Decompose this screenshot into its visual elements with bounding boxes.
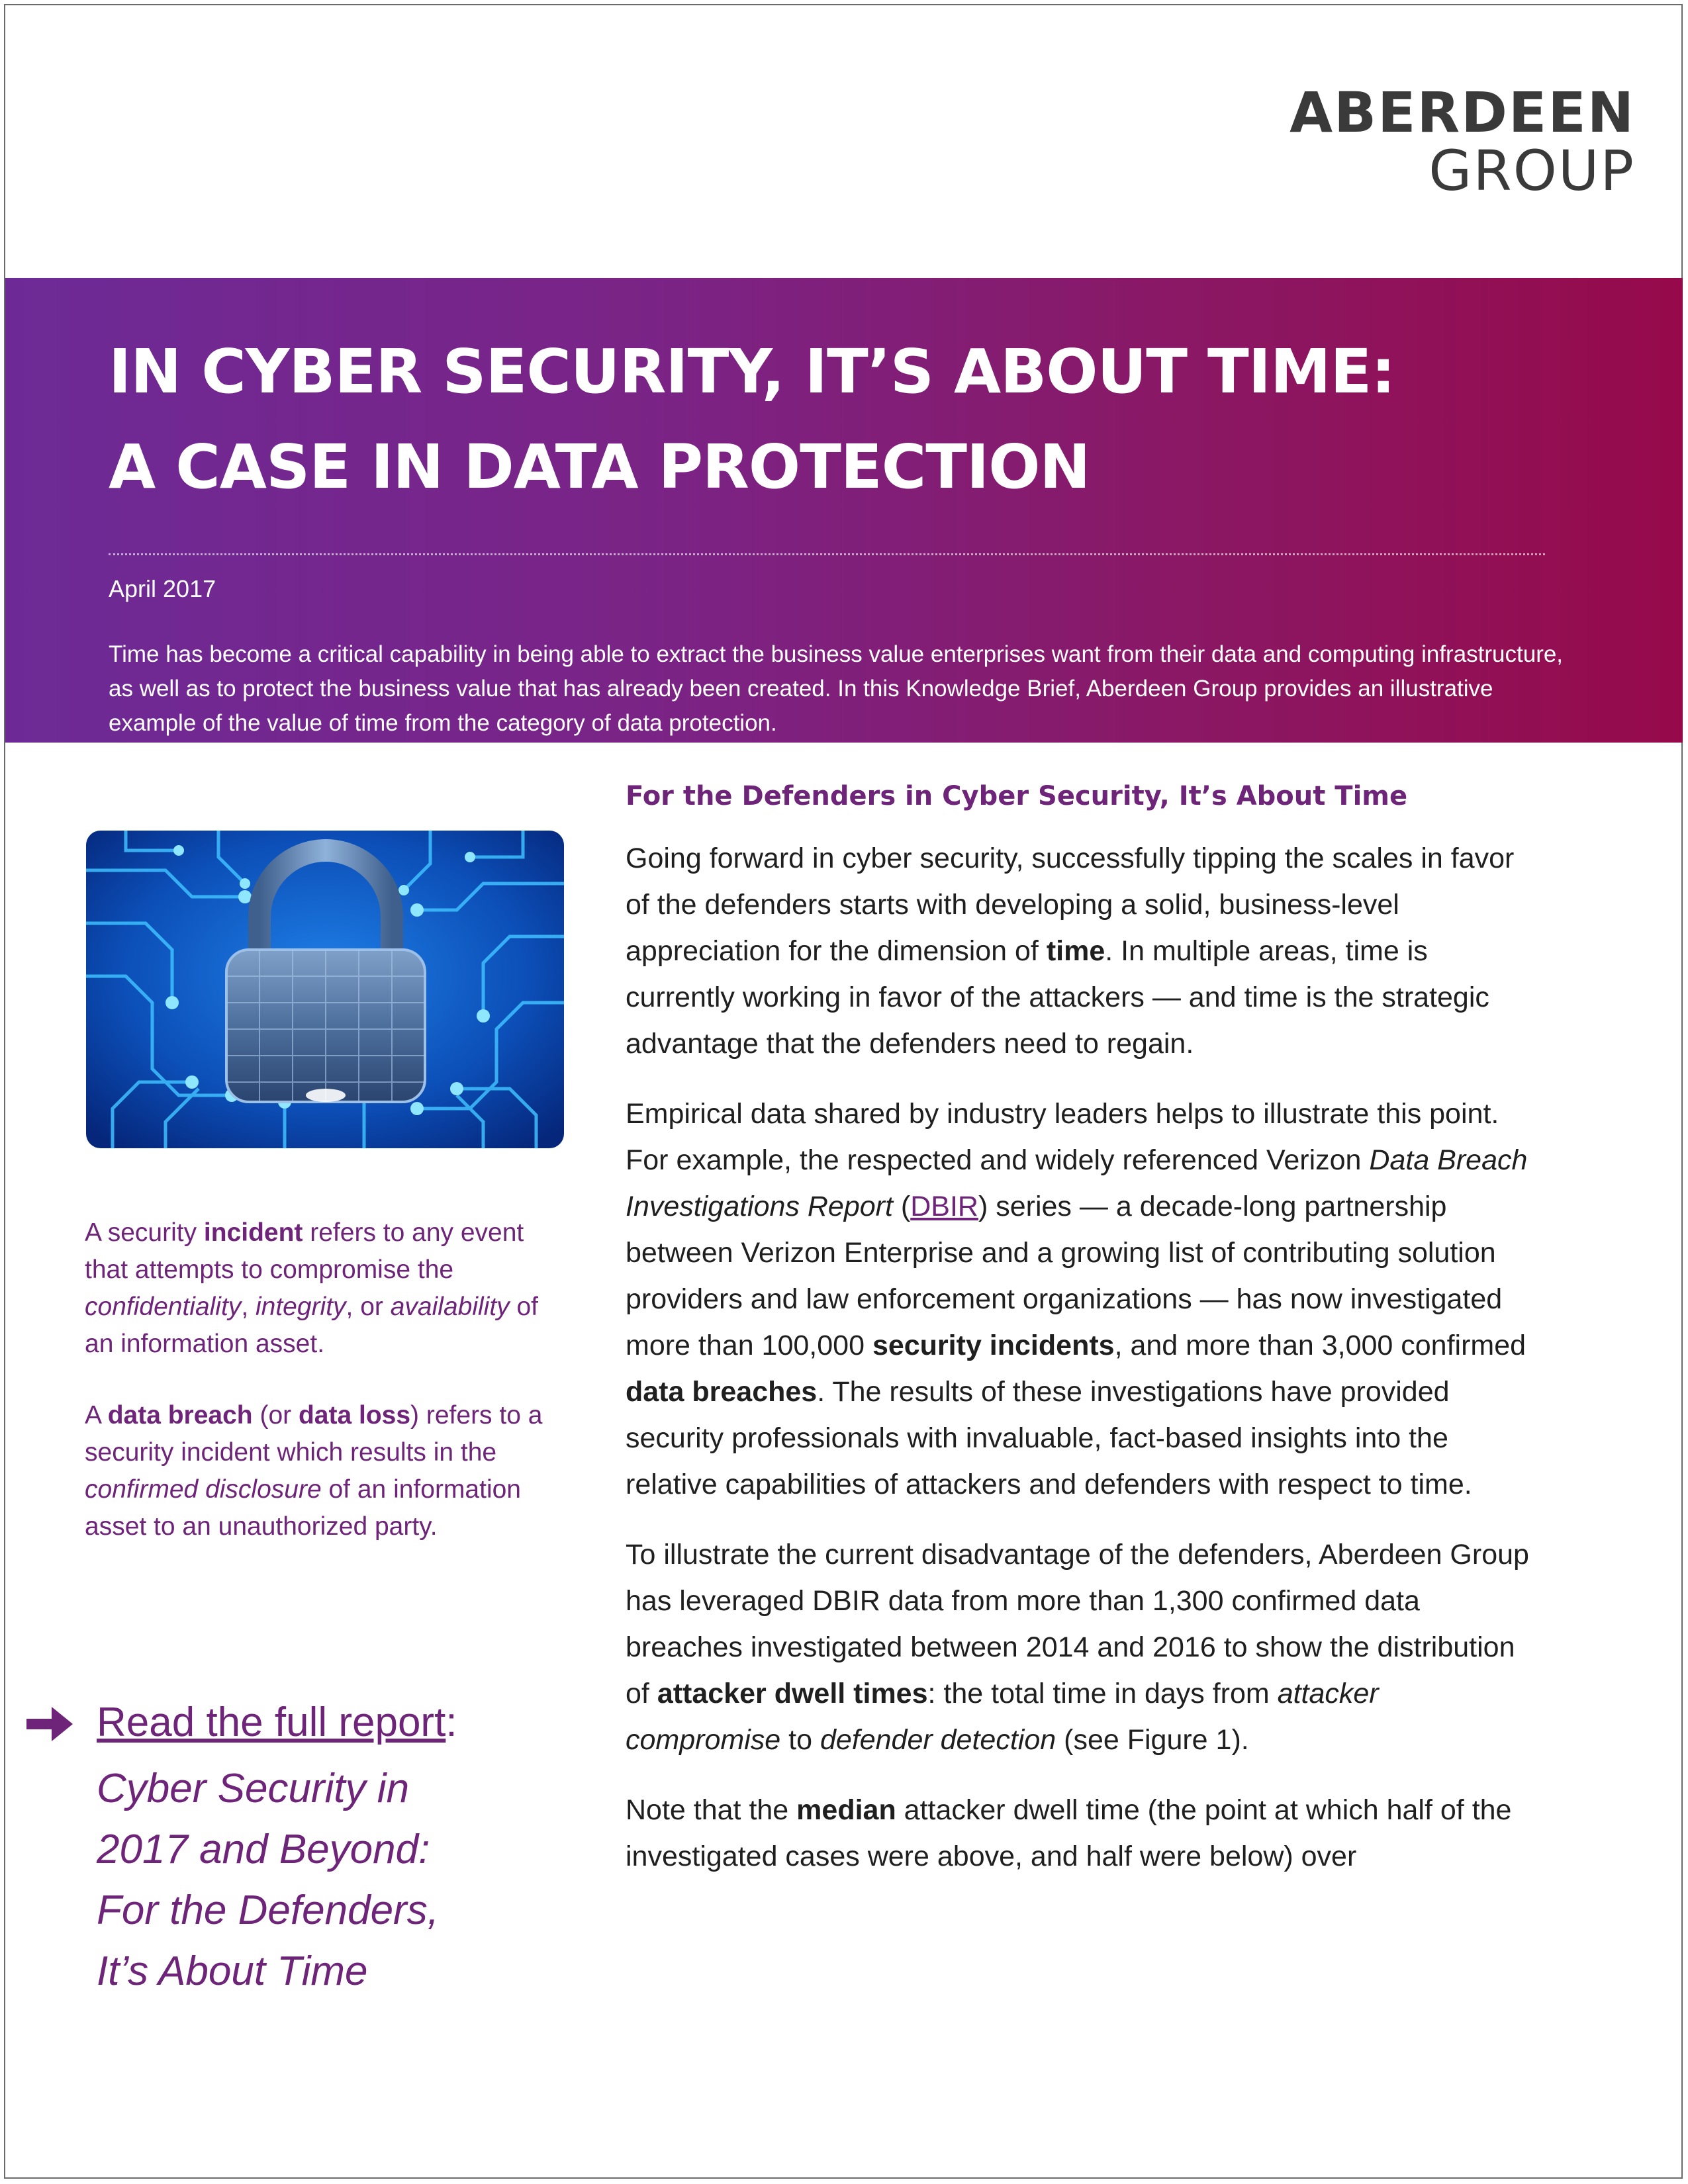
- report-title: [97, 1758, 613, 2002]
- def1-text-g: , or: [346, 1293, 391, 1321]
- p3-text-e: to: [780, 1724, 820, 1756]
- circuit-padlock-image: [86, 831, 564, 1148]
- report-title-line-3: For the Defenders,: [97, 1888, 439, 1933]
- publication-date: April 2017: [109, 575, 216, 602]
- arrow-right-icon: [25, 1704, 74, 1744]
- p2-text-c: (: [892, 1191, 911, 1222]
- def2-term-data-loss: data loss: [298, 1401, 411, 1430]
- report-title-line-1: Cyber Security in: [97, 1766, 410, 1811]
- logo-line-2: GROUP: [1429, 138, 1635, 203]
- p1-bold-time: time: [1046, 935, 1105, 967]
- main-column: [626, 781, 1529, 1903]
- p3-italic-detection: defender detection: [820, 1724, 1056, 1756]
- def1-text-c: refers to any event that attempts to compromise the: [85, 1218, 524, 1284]
- paragraph-1: [626, 835, 1529, 1067]
- def1-term-confidentiality: confidentiality: [85, 1293, 242, 1321]
- banner-divider: [109, 553, 1545, 555]
- p4-text-a: Note that the: [626, 1794, 797, 1826]
- title-line-2: A CASE IN DATA PROTECTION: [109, 432, 1090, 502]
- aberdeen-group-logo: [1289, 80, 1635, 203]
- p2-italic-report-name: Data Breach Investigations Report: [626, 1144, 1528, 1222]
- def2-text-e: ) refers to a security incident which results in the: [85, 1401, 543, 1467]
- p2-text-h: . The results of these investigations have provided security professionals with invaluable, fact-based insights into the relative capabilities of attackers and defenders with respect to time.: [626, 1376, 1472, 1500]
- p1-text-c: . In multiple areas, time is currently working in favor of the attackers — and time is the strategic advantage that the defenders need to regain.: [626, 935, 1489, 1060]
- dbir-link[interactable]: DBIR: [910, 1191, 978, 1222]
- report-title-line-4: It’s About Time: [97, 1948, 368, 1994]
- p3-italic-compromise: attacker compromise: [626, 1678, 1379, 1756]
- cta-colon: :: [445, 1700, 457, 1745]
- summary-text: Time has become a critical capability in being able to extract the business value enterprises want from their data and computing infrastructure, as well as to protect the business value that has already been created. In this Knowledge Brief, Aberdeen Group provides an illustrative example of the value of time from the category of data protection.: [109, 641, 1564, 736]
- p3-bold-dwell-times: attacker dwell times: [657, 1678, 928, 1709]
- def2-text-a: A: [85, 1401, 108, 1430]
- paragraph-3: [626, 1531, 1529, 1763]
- paragraph-4: [626, 1787, 1529, 1880]
- p4-text-c: attacker dwell time (the point at which half of the investigated cases were above, and half were below) over: [626, 1794, 1512, 1872]
- def2-text-g: of an information asset to an unauthorized party.: [85, 1475, 521, 1541]
- read-full-report-link[interactable]: Read the full report: [97, 1700, 446, 1745]
- page-title: [109, 324, 1583, 515]
- cta-link-row: [97, 1698, 457, 1748]
- p1-text-a: Going forward in cyber security, successfully tipping the scales in favor of the defenders starts with developing a solid, business-level appreciation for the dimension of: [626, 842, 1515, 967]
- definitions-sidebar: [85, 1214, 561, 1580]
- def1-text-i: of an information asset.: [85, 1293, 539, 1358]
- def2-term-confirmed-disclosure: confirmed disclosure: [85, 1475, 322, 1504]
- p2-text-d: ) series — a decade-long partnership between Verizon Enterprise and a growing list of contributing solution providers and law enforcement organizations — has now investigated more than 100,000: [626, 1191, 1503, 1361]
- p3-text-a: To illustrate the current disadvantage of the defenders, Aberdeen Group has leveraged DBIR data from more than 1,300 confirmed data breaches investigated between 2014 and 2016 to show the distribution of: [626, 1539, 1529, 1709]
- report-title-line-2: 2017 and Beyond:: [97, 1827, 430, 1872]
- def1-text-a: A security: [85, 1218, 204, 1247]
- logo-line-1: ABERDEEN: [1289, 80, 1635, 145]
- def1-term-availability: availability: [390, 1293, 510, 1321]
- def1-term-incident: incident: [203, 1218, 303, 1247]
- def1-term-integrity: integrity: [255, 1293, 346, 1321]
- p2-bold-security-incidents: security incidents: [872, 1330, 1115, 1361]
- paragraph-2: [626, 1091, 1529, 1508]
- p4-bold-median: median: [796, 1794, 896, 1826]
- data-breach-definition: [85, 1397, 561, 1545]
- incident-definition: [85, 1214, 561, 1363]
- section-heading: For the Defenders in Cyber Security, It’s About Time: [626, 781, 1408, 811]
- title-banner: [5, 278, 1683, 743]
- p3-text-g: (see Figure 1).: [1056, 1724, 1249, 1756]
- def2-text-c: (or: [252, 1401, 299, 1430]
- title-line-1: IN CYBER SECURITY, IT’S ABOUT TIME:: [109, 336, 1395, 407]
- p3-text-c: : the total time in days from: [927, 1678, 1278, 1709]
- p2-text-f: , and more than 3,000 confirmed: [1114, 1330, 1526, 1361]
- p2-text-a: Empirical data shared by industry leaders helps to illustrate this point. For example, the respected and widely referenced Verizon: [626, 1098, 1499, 1176]
- p2-bold-data-breaches: data breaches: [626, 1376, 818, 1408]
- def1-text-e: ,: [241, 1293, 256, 1321]
- def2-term-data-breach: data breach: [107, 1401, 253, 1430]
